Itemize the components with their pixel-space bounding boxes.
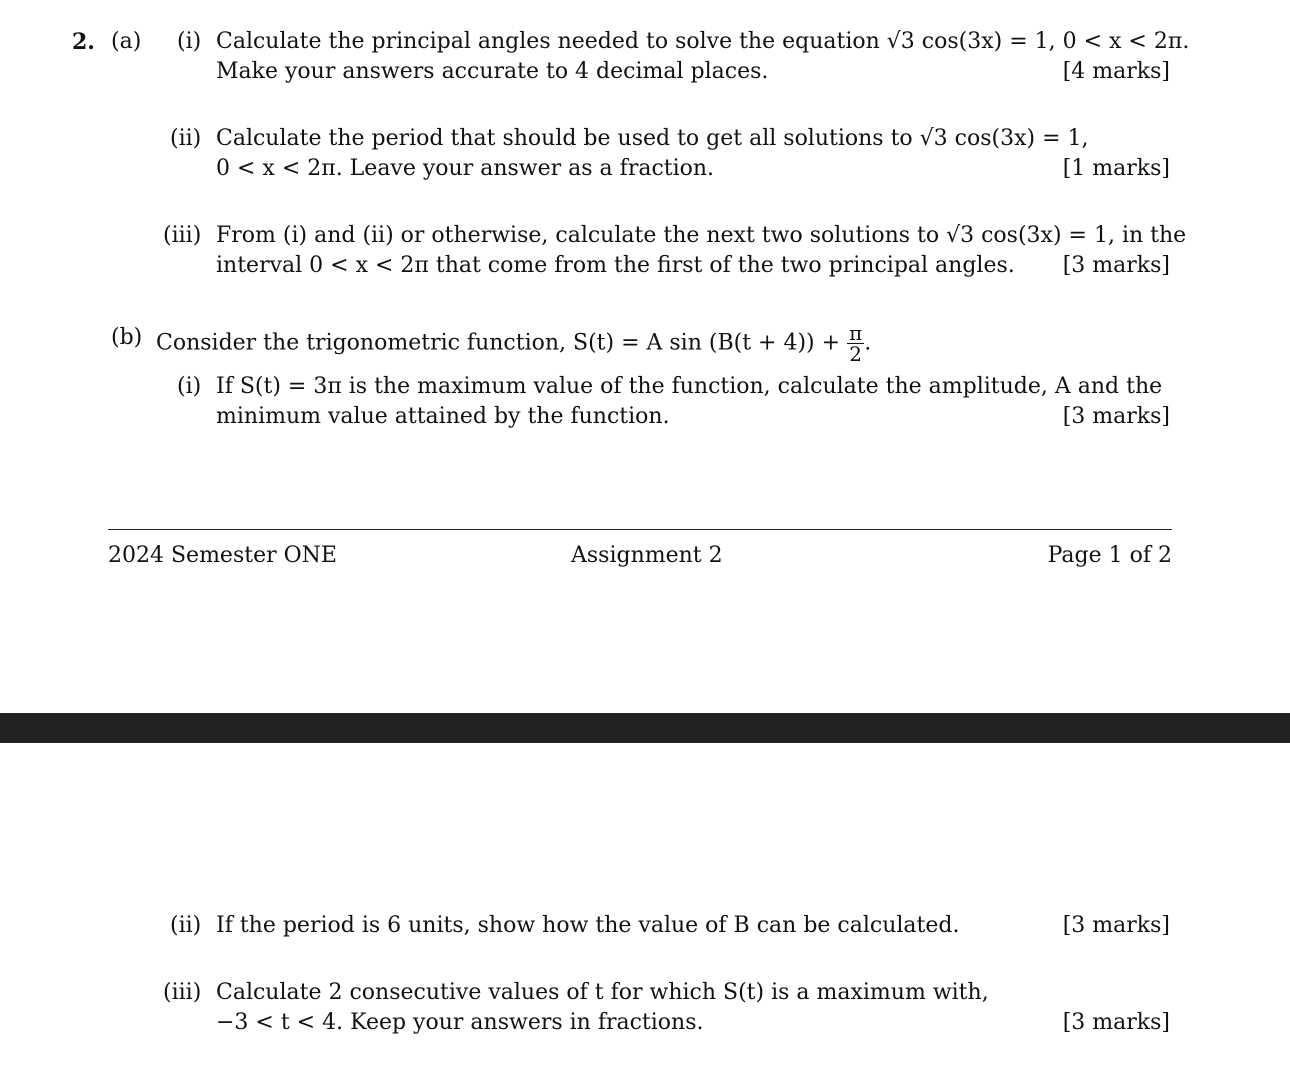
b-i-label: (i): [177, 374, 202, 399]
footer-page-number: Page 1 of 2: [1047, 543, 1172, 568]
pi-over-2-fraction: [847, 323, 864, 364]
b-ii-label: (ii): [170, 913, 202, 938]
part-b-intro-text: Consider the trigonometric function, S(t) = A sin (B(t + 4)) +: [156, 330, 841, 356]
a-ii-marks: [1 marks]: [1062, 156, 1170, 181]
b-i-line1: If S(t) = 3π is the maximum value of the function, calculate the amplitude, A and the: [216, 374, 1163, 399]
fraction-numerator: π: [849, 321, 863, 345]
a-iii-label: (iii): [163, 223, 202, 248]
footer-rule: [108, 529, 1172, 530]
a-i-label: (i): [177, 29, 202, 54]
a-i-line2: Make your answers accurate to 4 decimal places.: [216, 59, 769, 84]
a-i-line1: Calculate the principal angles needed to solve the equation √3 cos(3x) = 1, 0 < x < 2π.: [216, 29, 1190, 54]
b-iii-marks: [3 marks]: [1062, 1010, 1170, 1035]
question-number: 2.: [72, 29, 95, 55]
b-iii-label: (iii): [163, 980, 202, 1005]
a-ii-line2: 0 < x < 2π. Leave your answer as a fraction.: [216, 156, 715, 181]
a-iii-line2: interval 0 < x < 2π that come from the first of the two principal angles.: [216, 253, 1015, 278]
footer-semester: 2024 Semester ONE: [108, 543, 337, 568]
b-iii-line1: Calculate 2 consecutive values of t for which S(t) is a maximum with,: [216, 980, 989, 1005]
a-i-marks: [4 marks]: [1062, 59, 1170, 84]
fraction-denominator: 2: [849, 342, 862, 366]
part-a-label: (a): [111, 29, 142, 54]
part-b-intro: [156, 323, 871, 364]
a-ii-line1: Calculate the period that should be used to get all solutions to √3 cos(3x) = 1,: [216, 126, 1089, 151]
part-b-intro-end: .: [864, 330, 872, 356]
b-ii-marks: [3 marks]: [1062, 913, 1170, 938]
a-iii-marks: [3 marks]: [1062, 253, 1170, 278]
a-iii-line1: From (i) and (ii) or otherwise, calculate the next two solutions to √3 cos(3x) = 1, in the: [216, 223, 1187, 248]
part-b-label: (b): [111, 325, 143, 350]
footer-assignment: Assignment 2: [571, 543, 723, 568]
b-i-marks: [3 marks]: [1062, 404, 1170, 429]
a-ii-label: (ii): [170, 126, 202, 151]
b-iii-line2: −3 < t < 4. Keep your answers in fractions.: [216, 1010, 704, 1035]
b-i-line2: minimum value attained by the function.: [216, 404, 670, 429]
page-separator-bar: [0, 713, 1290, 743]
b-ii-line1: If the period is 6 units, show how the value of B can be calculated.: [216, 913, 960, 938]
